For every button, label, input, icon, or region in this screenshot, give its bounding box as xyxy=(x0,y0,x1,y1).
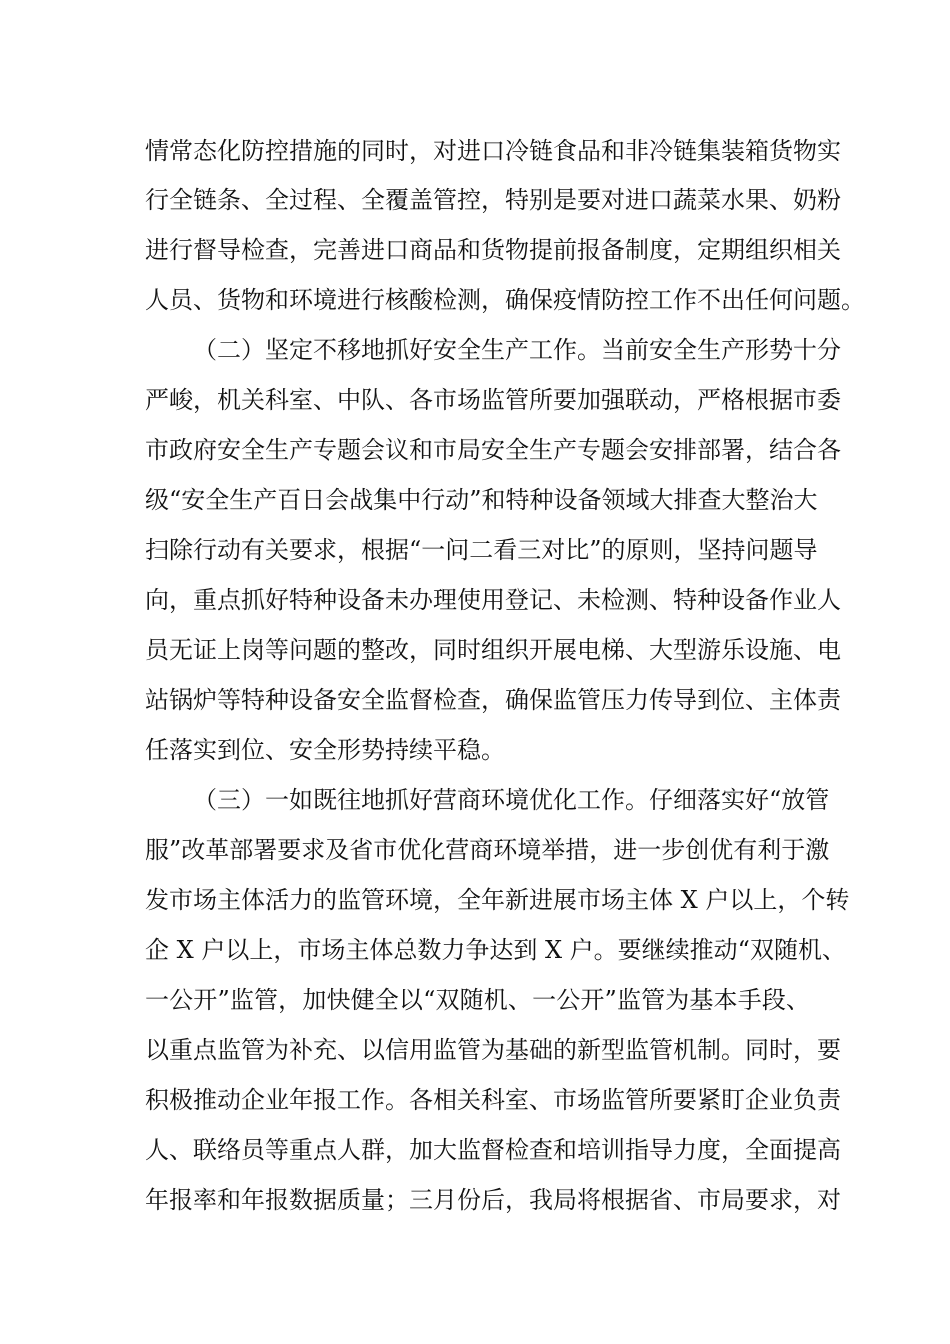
text-line: 扫除行动有关要求，根据“一问二看三对比”的原则，坚持问题导 xyxy=(145,536,818,564)
text-line: 一公开”监管，加快健全以“双随机、一公开”监管为基本手段、 xyxy=(145,986,810,1014)
text-line: 站锅炉等特种设备安全监督检查，确保监管压力传导到位、主体责 xyxy=(145,686,841,714)
paragraph-heading-line: （二）坚定不移地抓好安全生产工作。当前安全生产形势十分 xyxy=(193,336,841,364)
text-line: 行全链条、全过程、全覆盖管控，特别是要对进口蔬菜水果、奶粉 xyxy=(145,186,841,214)
text-line: 人员、货物和环境进行核酸检测，确保疫情防控工作不出任何问题。 xyxy=(145,286,865,314)
text-line: 以重点监管为补充、以信用监管为基础的新型监管机制。同时，要 xyxy=(145,1036,841,1064)
text-line: 向，重点抓好特种设备未办理使用登记、未检测、特种设备作业人 xyxy=(145,586,841,614)
text-line: 员无证上岗等问题的整改，同时组织开展电梯、大型游乐设施、电 xyxy=(145,636,841,664)
text-line: 严峻，机关科室、中队、各市场监管所要加强联动，严格根据市委 xyxy=(145,386,841,414)
text-line: 人、联络员等重点人群，加大监督检查和培训指导力度，全面提高 xyxy=(145,1136,841,1164)
text-line: 任落实到位、安全形势持续平稳。 xyxy=(145,736,505,764)
text-line: 服”改革部署要求及省市优化营商环境举措，进一步创优有利于激 xyxy=(145,836,830,864)
paragraph-heading-line: （三）一如既往地抓好营商环境优化工作。仔细落实好“放管 xyxy=(193,786,830,814)
text-line: 情常态化防控措施的同时，对进口冷链食品和非冷链集装箱货物实 xyxy=(145,137,841,165)
text-line: 进行督导检查，完善进口商品和货物提前报备制度，定期组织相关 xyxy=(145,236,841,264)
text-line: 市政府安全生产专题会议和市局安全生产专题会安排部署，结合各 xyxy=(145,436,841,464)
text-line: 年报率和年报数据质量；三月份后，我局将根据省、市局要求，对 xyxy=(145,1186,841,1214)
text-line: 企 X 户以上，市场主体总数力争达到 X 户。要继续推动“双随机、 xyxy=(145,936,846,964)
text-line: 级“安全生产百日会战集中行动”和特种设备领域大排查大整治大 xyxy=(145,486,818,514)
text-line: 发市场主体活力的监管环境，全年新进展市场主体 X 户以上，个转 xyxy=(145,886,850,914)
text-line: 积极推动企业年报工作。各相关科室、市场监管所要紧盯企业负责 xyxy=(145,1086,841,1114)
